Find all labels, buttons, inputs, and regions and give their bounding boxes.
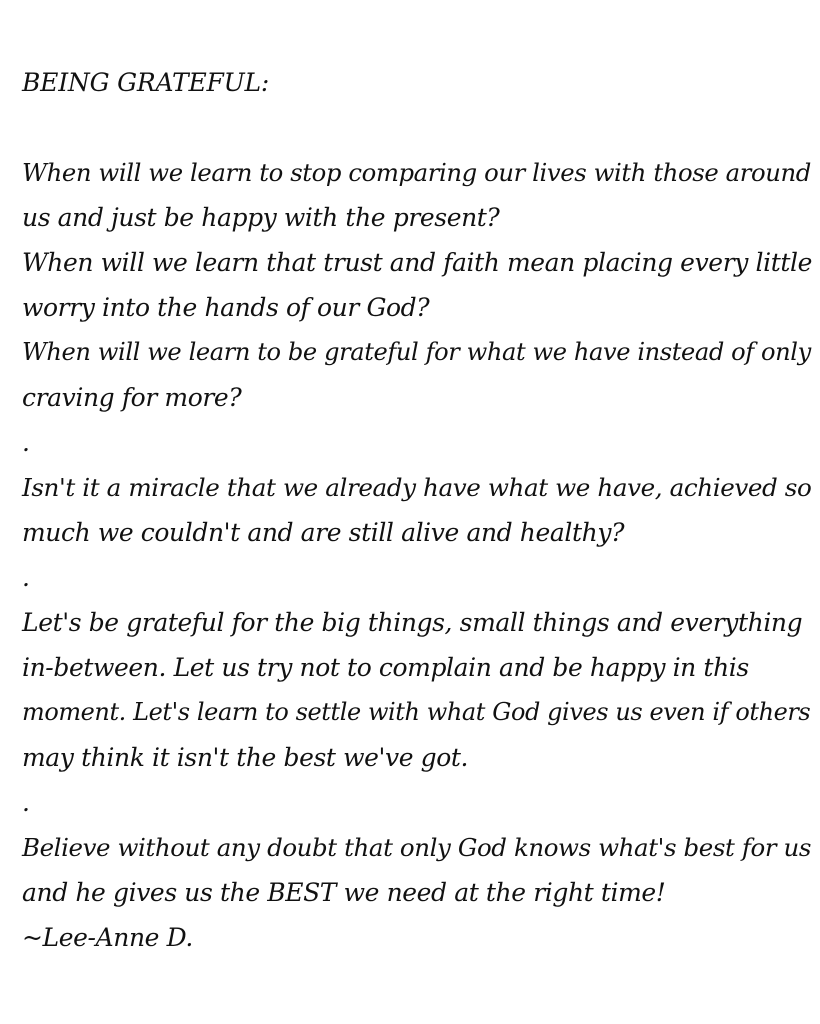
poem-line: When will we learn to stop comparing our lives with those around <box>22 158 811 187</box>
poem-line: worry into the hands of our God? <box>22 293 430 322</box>
poem-line: and he gives us the BEST we need at the right time! <box>22 878 666 907</box>
poem-line: Isn't it a miracle that we already have what we have, achieved so <box>22 473 812 502</box>
poem-line: Believe without any doubt that only God knows what's best for us <box>22 833 812 862</box>
blank-line <box>22 105 802 150</box>
poem-line: When will we learn to be grateful for what we have instead of only <box>22 338 811 366</box>
poem-line: may think it isn't the best we've got. <box>22 743 469 772</box>
poem-text <box>22 60 812 960</box>
poem-title: BEING GRATEFUL: <box>22 68 270 97</box>
separator-dot: . <box>22 563 30 592</box>
poem-line: When will we learn that trust and faith mean placing every little <box>22 248 812 277</box>
separator-dot: . <box>22 428 30 457</box>
poem-line: Let's be grateful for the big things, small things and everything <box>22 608 803 637</box>
poem-line: much we couldn't and are still alive and healthy? <box>22 518 625 547</box>
signature: ~Lee-Anne D. <box>22 923 193 952</box>
poem-line: in-between. Let us try not to complain and be happy in this <box>22 653 749 682</box>
separator-dot: . <box>22 788 30 817</box>
poem-line: us and just be happy with the present? <box>22 203 500 232</box>
poem-line: craving for more? <box>22 383 242 412</box>
poem-line: moment. Let's learn to settle with what God gives us even if others <box>22 698 811 726</box>
